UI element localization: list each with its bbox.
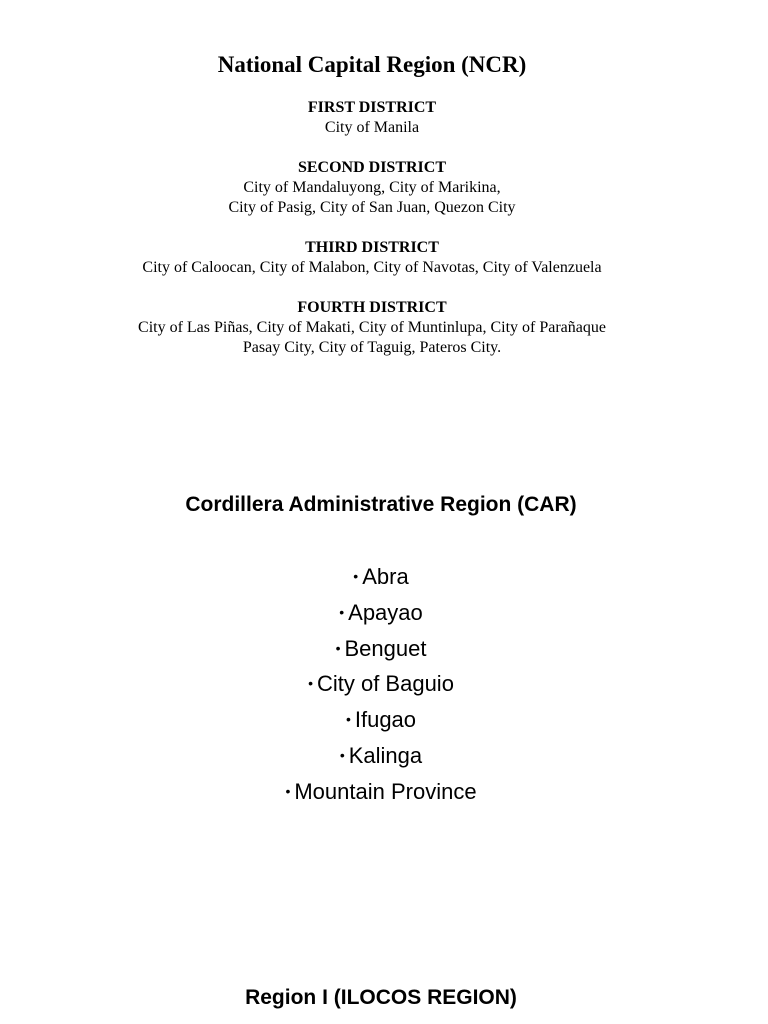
list-item [0, 774, 762, 810]
province-name: Mountain Province [294, 778, 477, 804]
district-cities: City of Las Piñas, City of Makati, City of Muntinlupa, City of Parañaque [138, 319, 606, 336]
province-name: Benguet [344, 635, 427, 661]
bullet-icon: • [339, 603, 345, 620]
bullet-icon: • [353, 568, 359, 584]
region1-title: Region I (ILOCOS REGION) [245, 986, 517, 1009]
province-name: Apayao [348, 599, 423, 625]
district-cities: Pasay City, City of Taguig, Pateros City. [242, 339, 502, 356]
second-district [0, 158, 744, 218]
car-section [0, 490, 762, 810]
ncr-section [0, 50, 744, 378]
district-cities: City of Pasig, City of San Juan, Quezon City [228, 199, 516, 216]
district-cities: City of Caloocan, City of Malabon, City of Navotas, City of Valenzuela [142, 259, 602, 276]
list-item [0, 702, 762, 738]
district-cities: City of Manila [324, 119, 420, 136]
bullet-icon: • [308, 675, 313, 692]
district-heading: SECOND DISTRICT [297, 159, 447, 176]
bullet-icon: • [339, 746, 345, 763]
ncr-title: National Capital Region (NCR) [217, 52, 527, 77]
bullet-icon: • [285, 782, 291, 799]
car-province-list [0, 559, 762, 810]
list-item [0, 738, 762, 774]
bullet-icon: • [345, 711, 351, 728]
district-heading: FOURTH DISTRICT [297, 299, 447, 316]
list-item [0, 631, 762, 667]
province-name: City of Baguio [316, 671, 454, 697]
list-item [0, 559, 762, 595]
province-name: Abra [362, 564, 409, 589]
district-heading: FIRST DISTRICT [307, 99, 437, 116]
province-name: Ifugao [354, 707, 417, 733]
list-item [0, 666, 762, 702]
first-district [0, 98, 744, 138]
district-cities: City of Mandaluyong, City of Marikina, [243, 179, 501, 196]
bullet-icon: • [335, 639, 341, 656]
province-name: Kalinga [348, 742, 423, 768]
list-item [0, 595, 762, 631]
third-district [0, 238, 744, 278]
fourth-district [0, 298, 744, 358]
district-heading: THIRD DISTRICT [305, 239, 439, 256]
car-title: Cordillera Administrative Region (CAR) [185, 493, 577, 516]
